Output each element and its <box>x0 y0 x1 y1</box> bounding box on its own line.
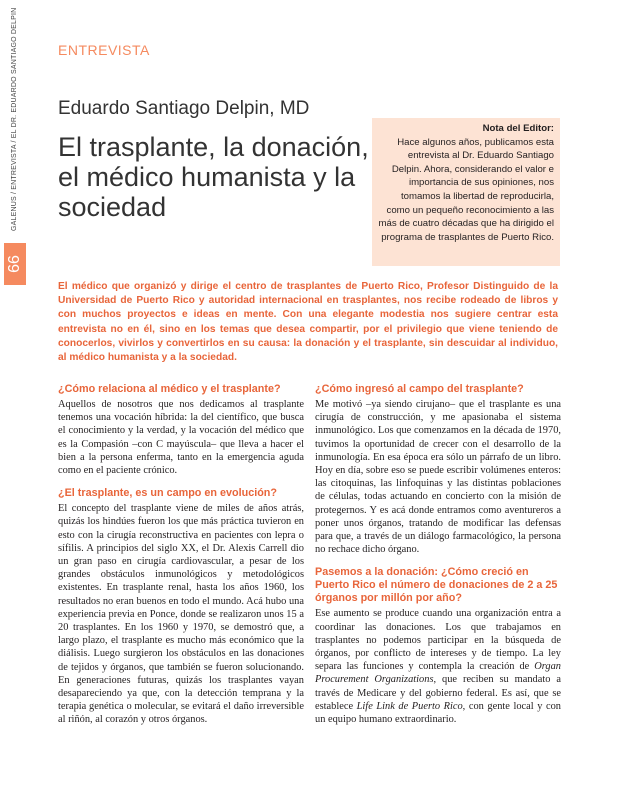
answer-text: Ese aumento se produce cuando una organización entra a coordinar las donaciones. Los que trabajamos en trasplantes no podemos participar en la búsqueda de órganos, por conflicto de intereses y de tiempo. La ley separa las funciones y contempla la creación de <box>315 608 561 673</box>
question: ¿Cómo relaciona al médico y el trasplante? <box>58 383 281 395</box>
answer <box>315 607 561 726</box>
answer-text: , con gente local y con un equipo humano extraordinario. <box>315 700 561 726</box>
page-number <box>4 243 26 285</box>
question: Pasemos a la donación: ¿Cómo creció en Puerto Rico el número de donaciones de 2 a 25 órganos por millón por año? <box>315 566 558 605</box>
question: ¿El trasplante, es un campo en evolución? <box>58 487 277 500</box>
organization-name: Life Link de Puerto Rico <box>356 700 463 712</box>
question: ¿Cómo ingresó al campo del trasplante? <box>315 383 524 395</box>
editor-note <box>372 118 560 266</box>
running-head: GALENUS / ENTREVISTA / EL DR. EDUARDO SANTIAGO DELPIN <box>11 7 18 231</box>
author-name: Eduardo Santiago Delpin, MD <box>58 98 310 119</box>
right-column <box>315 383 561 736</box>
editor-note-text: Hace algunos años, publicamos esta entrevista al Dr. Eduardo Santiago Delpin. Ahora, considerando el valor e importancia de sus opiniones, nos tomamos la libertad de reproducirla, como un pequeño reconocimiento a las más de cuatro décadas que ha dirigido el programa de trasplantes de Puerto Rico. <box>378 136 554 243</box>
answer-text: , que reciben su mandato a través de Medicare y del gobierno federal. Es así, que se establece <box>315 674 561 712</box>
organization-name: Organ Procurement Organizations <box>315 661 561 686</box>
answer: Me motivó –ya siendo cirujano– que el trasplante es una cirugía de construcción, y me apasionaba el sistema inmunológico. Los que comenzamos en la década de 1970, tuvimos la oportunidad de crecer con el desarrollo de la inmunología. En esa época era sólo un párrafo de un libro. Hoy en día, sobre eso se puede escribir volúmenes enteros: las citoquinas, las linfoquinas y las distintas poblaciones de células, todas actuando en concierto con la misión de protegernos. Y es acá donde entramos como aventureros a poner unos órganos, tratando de modificar las defensas para que, a través de un diálogo farmacológico, la persona no rechace dicho órgano. <box>315 399 561 556</box>
answer: Aquellos de nosotros que nos dedicamos al trasplante tenemos una vocación híbrida: la del científico, que busca el conocimiento y la verdad, y la vocación del médico que es la Compasión –con C mayúscula– que lleva a hacer el bien a la persona enferma, tanto en la emergencia aguda como en el paciente crónico. <box>58 399 304 477</box>
left-column <box>58 383 304 737</box>
answer: El concepto del trasplante viene de miles de años atrás, quizás los hindúes fueron los que más práctica tuvieron en esto con la cirugía reconstructiva en pacientes con lepra o sífilis. A principios del siglo XX, el Dr. Alexis Carrell dio un gran paso en cirugía cardiovascular, a pesar de los grandes obstáculos inmunológicos y metodológicos existentes. En trasplante renal, hasta los años 1960, los resultados no eran buenos en todo el mundo. Acá hubo una experiencia previa en Ponce, donde se realizaron unos 15 a 20 trasplantes. En los 1960 y 1970, se demostró que, a largo plazo, el trasplante es mucho más económico que la diálisis. Luego surgieron los obstáculos en las donaciones de tejidos y órganos, que también se fueron solucionando. En generaciones futuras, quizás los trasplantes vayan desapareciendo ya que, con la detección temprana y la terapia genética o molecular, se evitará el daño irreversible al riñón, al corazón y otros órganos. <box>58 503 304 726</box>
intro-paragraph: El médico que organizó y dirige el centro de trasplantes de Puerto Rico, Profesor Distinguido de la Universidad de Puerto Rico y autoridad internacional en trasplantes, nos recibe rodeado de libros y con muchos proyectos e ideas en mente. Con una elegante modestia nos sugiere centrar esta entrevista no en él, sino en los temas que desea compartir, por el privilegio que viene teniendo de conocerlos, vivirlos y convertirlos en su causa: la donación y el trasplante, sin descuidar al individuo, al médico humanista y a la sociedad. <box>58 281 558 364</box>
article-title: El trasplante, la donación, el médico humanista y la sociedad <box>58 132 369 222</box>
page-number-text: 66 <box>5 255 23 273</box>
editor-note-heading: Nota del Editor: <box>482 123 554 134</box>
section-label: ENTREVISTA <box>58 42 150 58</box>
